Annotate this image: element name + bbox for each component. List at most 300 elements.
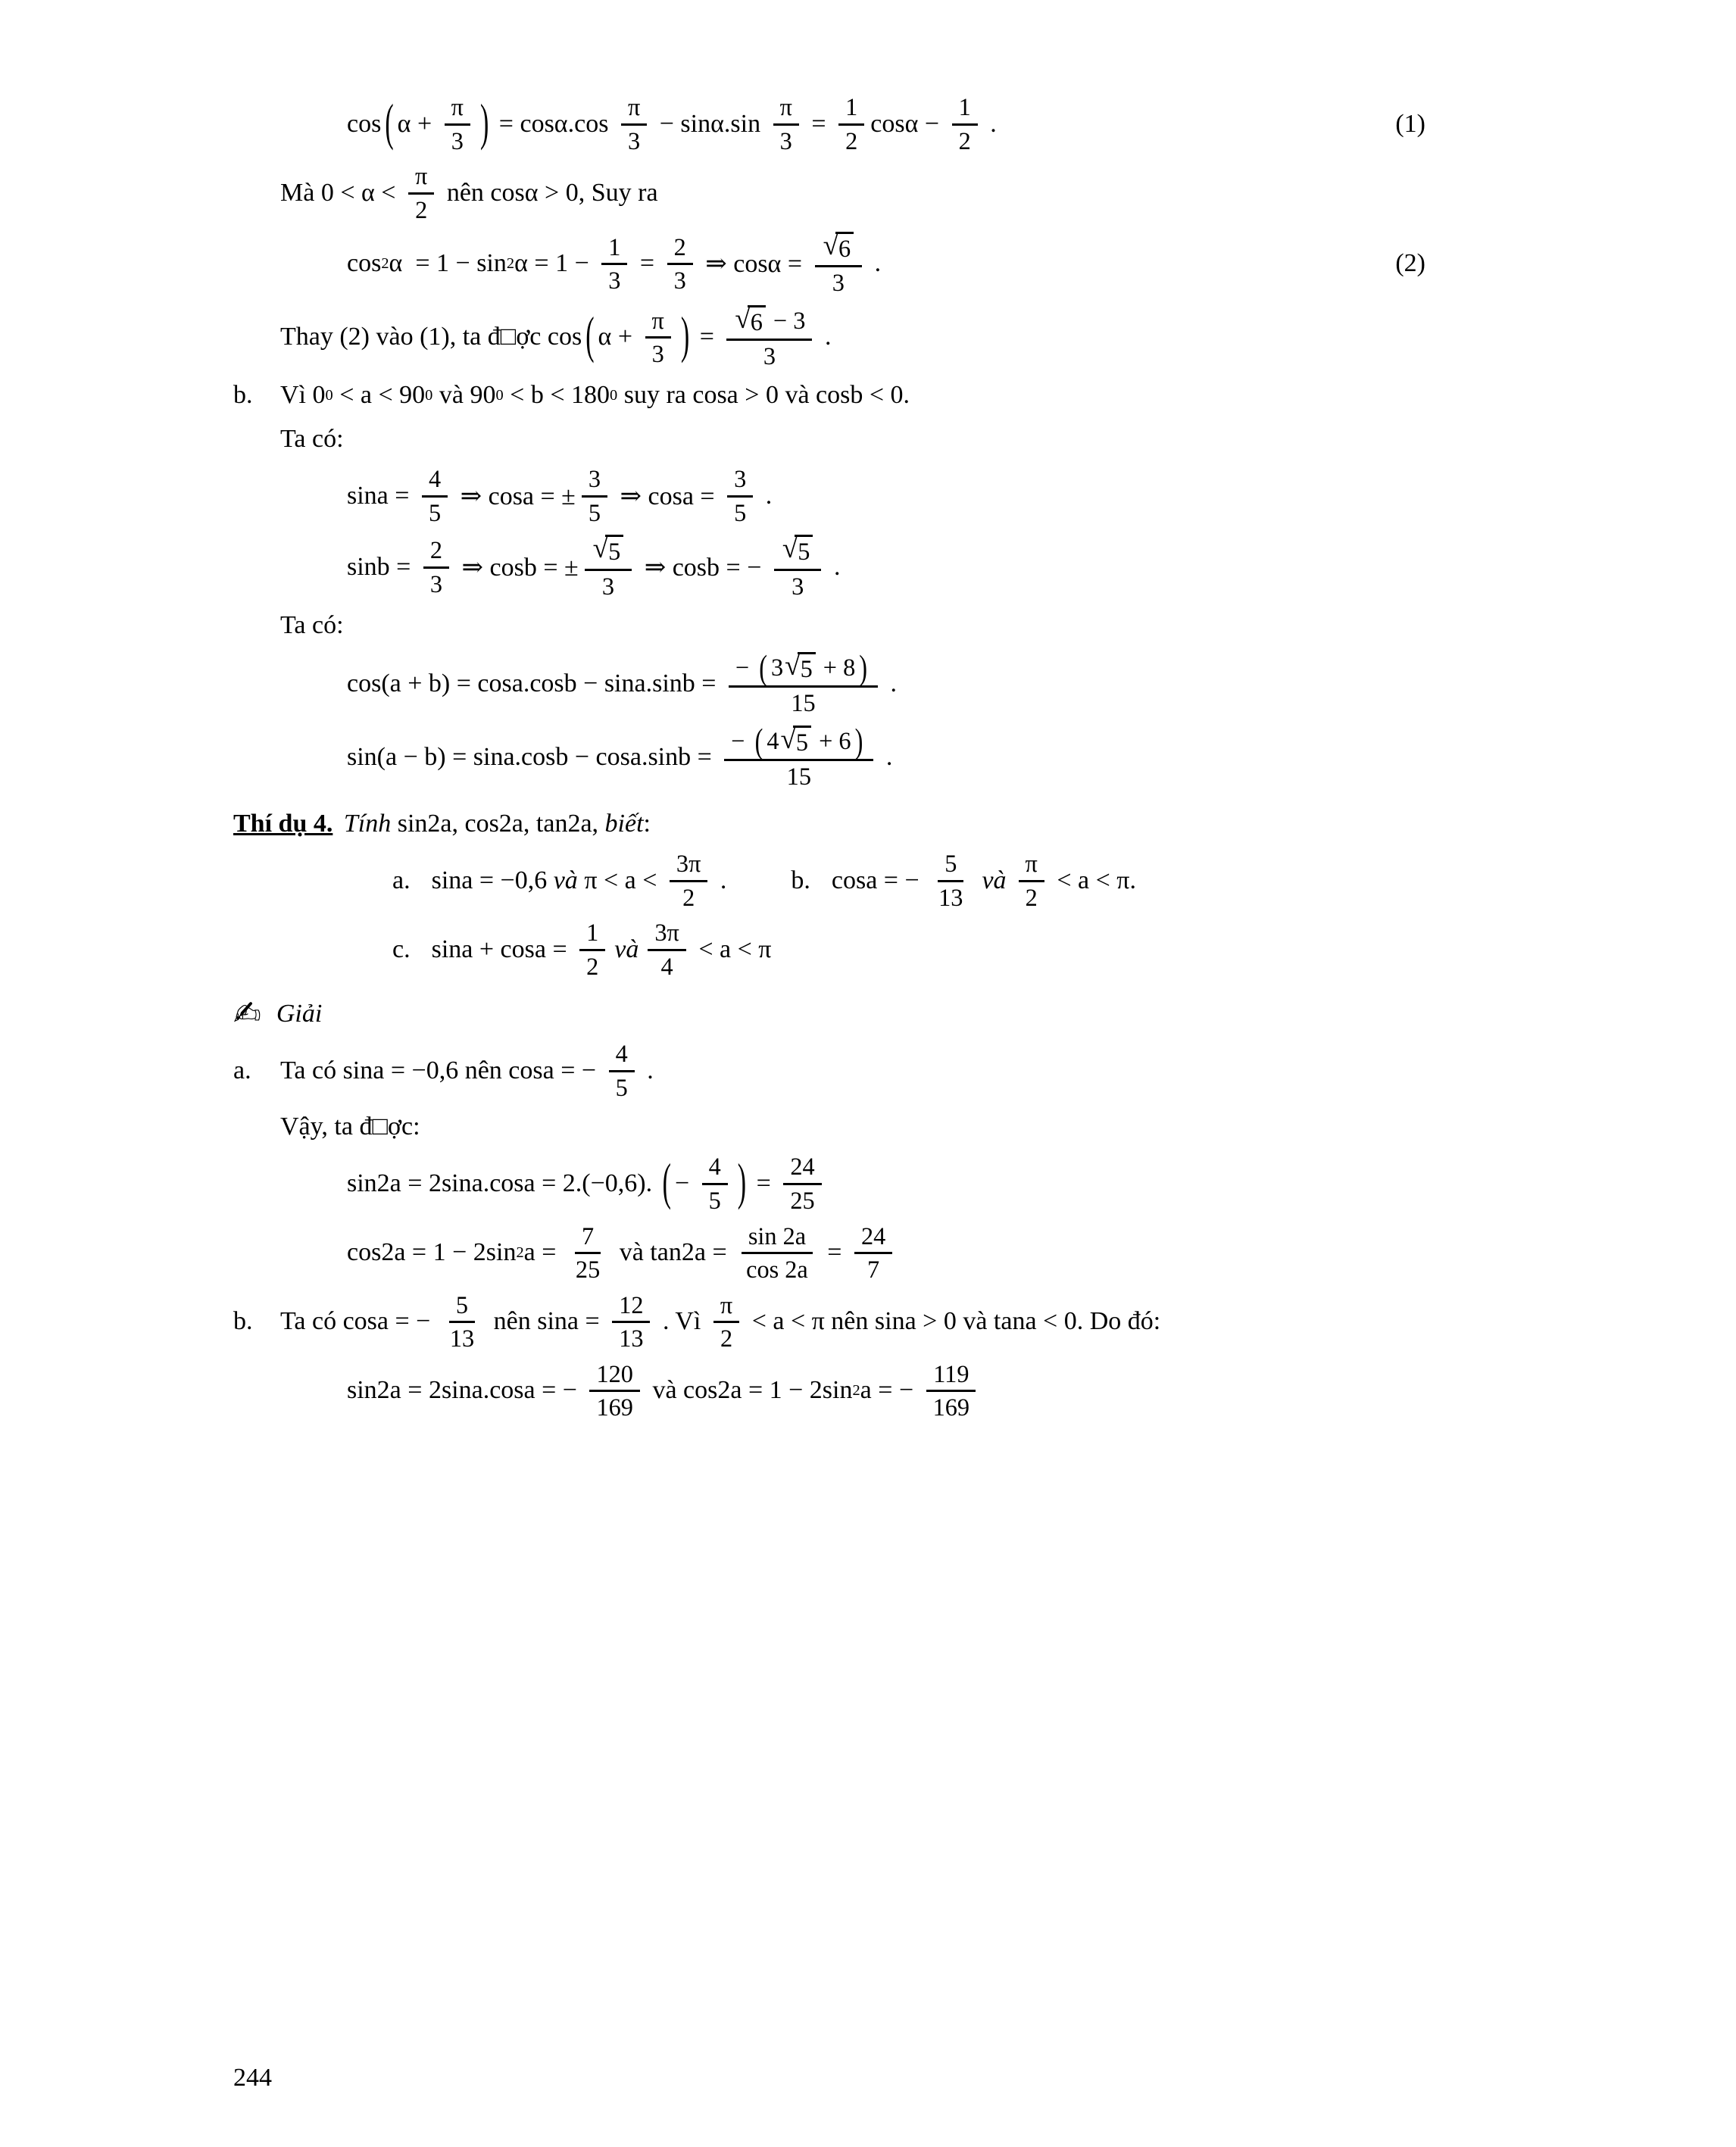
- text-run: < b < 180: [503, 381, 610, 410]
- line-content: [233, 465, 772, 526]
- line-content: sin2a = 2sina.cosa = − $\frac{120}{169}$ và cos2a = 1 − 2sin 2 a = − $\frac{119}{169}$: [233, 1360, 982, 1421]
- numerator: [445, 93, 470, 126]
- text-run: sin2a, cos2a, tan2a,: [391, 810, 605, 838]
- line-content: [280, 1040, 654, 1101]
- close-paren: ): [680, 308, 690, 365]
- fraction: [601, 233, 627, 295]
- line-td4-item-c: [233, 919, 1566, 980]
- text-run: 5: [944, 850, 957, 878]
- text-run: :: [643, 810, 651, 838]
- text-run: ⇒ cosa = ±: [454, 482, 576, 510]
- text-run: cosa = −: [831, 866, 926, 894]
- text-run: sinb =: [347, 552, 417, 581]
- text-run: 12: [619, 1290, 644, 1318]
- numerator: [612, 1291, 650, 1324]
- text-run: 3: [608, 267, 621, 295]
- italic-text: và: [982, 866, 1007, 894]
- numerator: [449, 1291, 475, 1324]
- paren-group: [767, 723, 851, 757]
- text-run: 2: [682, 883, 695, 911]
- fraction: [952, 93, 978, 154]
- fraction: [609, 1040, 635, 1101]
- page-content: [233, 89, 1566, 1425]
- denominator: [860, 1254, 886, 1284]
- italic-text: và: [614, 935, 639, 963]
- text-run: a = −: [860, 1376, 920, 1405]
- italic-text: Tính: [337, 810, 392, 838]
- radicand: [605, 535, 623, 566]
- numerator: [783, 1153, 821, 1185]
- item-a-solution: [233, 1040, 1566, 1101]
- eq-cos-alpha-plus-pi3: [233, 93, 1566, 154]
- numerator: [667, 233, 693, 266]
- text-run: + 8: [816, 653, 856, 681]
- text-run: và 90: [432, 381, 496, 410]
- radical-sign-icon: √: [782, 533, 798, 565]
- numerator: [729, 648, 878, 688]
- denominator: [773, 126, 799, 155]
- line-content: [276, 1000, 322, 1028]
- text-run: π: [1025, 850, 1038, 878]
- text-run: 3: [628, 126, 641, 154]
- numerator: [854, 1222, 892, 1255]
- item-b-intro: [233, 377, 1566, 413]
- text-run: sina = −0,6: [431, 866, 554, 894]
- denominator: [569, 1254, 607, 1284]
- line-content: [233, 611, 344, 640]
- fraction: [612, 1291, 650, 1353]
- text-run: 5: [708, 1186, 721, 1214]
- numerator: [773, 93, 799, 126]
- text-run: 25: [790, 1186, 815, 1214]
- line-content: cos 2 α = 1 − sin 2 α = 1 − $\frac{1}{3}$ = $\frac{2}{3}$ ⇒ cosα = √ 6 3 .: [347, 230, 882, 297]
- fraction: [579, 919, 605, 980]
- text-run: α = 1 − sin: [389, 249, 507, 278]
- text-run: và cos2a = 1 − 2sin: [645, 1376, 853, 1405]
- text-run: 4: [428, 465, 442, 493]
- denominator: [443, 1323, 481, 1353]
- text-run: 3: [763, 342, 776, 370]
- numerator: [742, 1222, 813, 1255]
- fraction: [445, 93, 470, 154]
- denominator: [784, 688, 822, 717]
- sqrt-radical: [735, 305, 766, 336]
- denominator: [589, 1392, 639, 1421]
- numerator: [621, 93, 647, 126]
- text-run: 3: [651, 340, 664, 368]
- text-run: 2: [1025, 883, 1038, 911]
- radical-sign-icon: √: [735, 303, 751, 335]
- numerator: [579, 919, 605, 951]
- denominator: [654, 951, 680, 981]
- line-thay-2-vao-1: [233, 304, 1566, 370]
- text-run: π: [651, 306, 664, 334]
- paren-group: [675, 1153, 734, 1214]
- fraction: [727, 465, 753, 526]
- text-run: Thay (2) vào (1), ta đ□ợc cos: [280, 323, 582, 351]
- line-content: cos2a = 1 − 2sin 2 a = $\frac{7}{25}$ và tan2a = $\frac{\sin 2a}{\cos 2a}$ = $\frac{24}{7}$: [233, 1222, 898, 1284]
- text-run: .: [759, 481, 773, 510]
- radical-sign-icon: √: [785, 651, 801, 682]
- fraction: [726, 304, 812, 370]
- fraction: [648, 919, 685, 980]
- text-run: Ta có cosa = −: [280, 1307, 437, 1336]
- open-paren: (: [759, 648, 768, 688]
- text-run: 3: [673, 267, 686, 295]
- text-run: sin(a − b) = sina.cosb − cosa.sinb =: [347, 743, 719, 772]
- fraction: [1019, 850, 1044, 911]
- fraction: [408, 162, 434, 223]
- line-content: [233, 304, 831, 370]
- text-run: 5: [615, 1073, 628, 1101]
- denominator: [926, 1392, 976, 1421]
- open-paren: (: [754, 720, 763, 761]
- text-run: c.: [392, 935, 411, 963]
- text-run: 5: [455, 1290, 469, 1318]
- denominator: [667, 265, 693, 295]
- line-content: [233, 534, 840, 600]
- fraction: [582, 465, 607, 526]
- close-paren: ): [479, 95, 489, 151]
- text-run: Ta có sina = −0,6 nên cosa = −: [280, 1056, 603, 1084]
- fraction: [713, 1291, 739, 1353]
- fraction: [443, 1291, 481, 1353]
- text-run: =: [693, 323, 721, 351]
- eq-sin2a-case-a: [233, 1153, 1566, 1214]
- line-content: Vì 0 0 < a < 90 0 và 90 0 < b < 180 0 suy ra cosa > 0 và cosb < 0.: [280, 381, 910, 410]
- text-run: 15: [791, 689, 816, 717]
- text-run: Ta có:: [280, 425, 344, 454]
- text-run: sin2a = 2sina.cosa = 2.(−0,6).: [347, 1169, 659, 1197]
- text-run: < a < 90: [333, 381, 426, 410]
- denominator: [826, 267, 851, 297]
- sqrt-radical: [823, 232, 854, 263]
- numerator: [589, 1360, 639, 1393]
- numerator: [648, 919, 685, 951]
- fraction: [739, 1222, 815, 1284]
- numerator: [926, 1360, 976, 1393]
- numerator: [815, 231, 863, 267]
- text-run: < a < π.: [1050, 866, 1136, 894]
- fraction: [724, 720, 873, 791]
- text-run: + 6: [813, 726, 851, 754]
- text-run: 25: [575, 1256, 601, 1284]
- text-run: 3: [734, 465, 747, 493]
- denominator: [612, 1323, 650, 1353]
- paren-group: [398, 93, 476, 154]
- text-run: 13: [449, 1325, 475, 1353]
- text-run: cos(a + b) = cosa.cosb − sina.sinb =: [347, 669, 723, 698]
- text-run: 5: [734, 498, 747, 526]
- text-run: −: [735, 653, 756, 681]
- denominator: [676, 882, 701, 912]
- text-run: 119: [933, 1359, 969, 1387]
- denominator: [423, 569, 449, 598]
- denominator: [739, 1254, 815, 1284]
- text-run: Mà 0 < α <: [280, 178, 402, 207]
- text-run: 24: [860, 1222, 886, 1250]
- denominator: [408, 195, 434, 224]
- radicand: [748, 305, 766, 336]
- eq-cos2-alpha: [233, 231, 1566, 297]
- equation-number: (1): [1395, 109, 1425, 138]
- page-number: 244: [233, 2064, 272, 2092]
- denominator: [609, 1072, 635, 1102]
- text-run: 169: [932, 1393, 970, 1421]
- text-run: 2: [673, 232, 686, 261]
- text-run: sina + cosa =: [431, 935, 574, 963]
- text-run: 2: [845, 126, 858, 154]
- numerator: [408, 162, 434, 195]
- text-run: 1: [845, 93, 858, 120]
- text-run: < a < π nên sina > 0 và tana < 0. Do đó:: [745, 1307, 1161, 1336]
- fraction: [423, 536, 449, 598]
- sqrt-radical: [780, 723, 812, 757]
- text-run: 169: [596, 1393, 633, 1421]
- paren-group: [598, 307, 677, 368]
- text-run: Vì 0: [280, 381, 326, 410]
- text-run: 4: [660, 952, 673, 980]
- numerator: [713, 1291, 739, 1324]
- text-run: .: [884, 669, 897, 698]
- line-content: [233, 850, 1136, 911]
- numerator: [670, 850, 707, 882]
- line-content: [233, 425, 344, 454]
- denominator: [932, 882, 969, 912]
- text-run: .: [827, 552, 841, 581]
- text-run: α = 1 −: [514, 249, 596, 278]
- text-run: ⇒ cosa =: [614, 482, 722, 510]
- page-footer: [233, 2064, 1566, 2092]
- numerator: [645, 307, 671, 339]
- text-run: suy ra cosa > 0 và cosb < 0.: [617, 381, 910, 410]
- text-run: 24: [790, 1153, 815, 1181]
- numerator: [423, 536, 449, 569]
- radicand: [793, 726, 811, 757]
- radical-sign-icon: √: [780, 723, 796, 755]
- text-run: 3π: [676, 850, 701, 878]
- text-run: 5: [588, 498, 601, 526]
- line-ta-co-1: [233, 421, 1566, 457]
- text-run: 4: [615, 1040, 628, 1068]
- text-run: .: [818, 323, 832, 351]
- numerator: [422, 465, 448, 498]
- text-run: . Vì: [656, 1307, 707, 1336]
- text-run: 6: [750, 307, 763, 335]
- text-run: sin2a = 2sina.cosa = −: [347, 1376, 584, 1405]
- fraction: [729, 648, 878, 717]
- text-run: =: [633, 249, 661, 278]
- open-paren: (: [662, 1154, 671, 1211]
- denominator: [582, 498, 607, 527]
- denominator: [838, 126, 864, 155]
- eq-cos2a-case-a: [233, 1222, 1566, 1284]
- text-run: α +: [598, 323, 639, 351]
- italic-text: biết: [604, 810, 644, 838]
- sqrt-radical: [593, 535, 624, 566]
- text-run: cos: [347, 109, 382, 138]
- line-content: [337, 810, 651, 838]
- sqrt-radical: [782, 535, 813, 566]
- text-run: π < a <: [577, 866, 663, 894]
- paren-group: [771, 652, 855, 683]
- numerator: [952, 93, 978, 126]
- text-run: cos2a = 1 − 2sin: [347, 1238, 517, 1267]
- text-run: 3: [451, 126, 464, 154]
- fraction: [773, 93, 799, 154]
- fraction: [854, 1222, 892, 1284]
- text-run: cos 2a: [746, 1256, 808, 1284]
- fraction: [569, 1222, 607, 1284]
- denominator: [727, 498, 753, 527]
- text-run: cosα −: [870, 109, 946, 138]
- close-paren: ): [854, 720, 863, 761]
- text-run: sina =: [347, 481, 416, 510]
- denominator: [1019, 882, 1044, 912]
- text-run: =: [750, 1169, 778, 1197]
- open-paren: (: [585, 308, 595, 365]
- fraction: [422, 465, 448, 526]
- denominator: [422, 498, 448, 527]
- line-td4-items-a-b: [233, 850, 1566, 911]
- text-run: 3: [429, 570, 443, 598]
- fraction: [670, 850, 707, 911]
- text-run: −: [674, 1169, 696, 1197]
- text-run: π: [415, 162, 428, 190]
- line-content: [233, 1153, 828, 1214]
- denominator: [595, 571, 621, 601]
- fraction: [667, 233, 693, 295]
- item-b-solution: [233, 1291, 1566, 1353]
- eq-sin2a-case-b: [233, 1360, 1566, 1421]
- eq-sinb: [233, 534, 1566, 600]
- denominator: [579, 951, 605, 981]
- text-run: π: [720, 1290, 733, 1318]
- text-run: 4: [767, 726, 779, 754]
- numerator: [575, 1222, 601, 1255]
- text-run: ⇒ cosα =: [698, 250, 809, 279]
- text-run: 5: [428, 498, 442, 526]
- numerator: [838, 93, 864, 126]
- denominator: [757, 341, 782, 370]
- eq-cos-a-plus-b: [233, 648, 1566, 717]
- text-run: π: [627, 93, 641, 120]
- eq-sin-a-minus-b: [233, 720, 1566, 791]
- line-vay-ta-duoc: [233, 1109, 1566, 1145]
- fraction: [589, 1360, 639, 1421]
- equation-number: (2): [1395, 249, 1425, 278]
- text-run: − sinα.sin: [653, 109, 767, 138]
- text-run: .: [713, 866, 727, 894]
- text-run: 1: [608, 232, 621, 261]
- numerator: [585, 534, 632, 570]
- text-run: ⇒ cosb = −: [638, 553, 768, 582]
- numerator: [601, 233, 627, 266]
- heading-thi-du-4: [233, 806, 1566, 842]
- text-run: nên cosα > 0, Suy ra: [440, 178, 658, 207]
- fraction: [838, 93, 864, 154]
- line-content: [233, 1113, 420, 1141]
- text-run: b.: [791, 866, 810, 894]
- sqrt-radical: [785, 652, 816, 683]
- example-heading: Thí dụ 4.: [233, 810, 333, 838]
- radical-sign-icon: √: [592, 533, 609, 565]
- close-paren: ): [737, 1154, 747, 1211]
- text-run: 5: [798, 538, 810, 566]
- radical-sign-icon: √: [823, 230, 838, 262]
- fraction: [621, 93, 647, 154]
- line-ma-nen-cos: [233, 162, 1566, 223]
- denominator: [621, 126, 647, 155]
- text-run: .: [640, 1056, 654, 1084]
- text-run: 13: [619, 1325, 644, 1353]
- numerator: [724, 720, 873, 761]
- list-marker: b.: [233, 1307, 253, 1336]
- text-run: −: [731, 726, 751, 754]
- text-run: 3: [792, 572, 804, 600]
- line-content: [233, 648, 897, 717]
- text-run: Ta có:: [280, 611, 344, 640]
- line-content: [233, 93, 997, 154]
- text-run: 15: [786, 762, 811, 790]
- denominator: [713, 1323, 739, 1353]
- text-run: 5: [800, 655, 813, 683]
- text-run: 1: [586, 919, 599, 947]
- list-marker: a.: [233, 1056, 251, 1084]
- text-run: 1: [958, 93, 971, 120]
- numerator: [938, 850, 963, 882]
- fraction: [645, 307, 671, 368]
- text-run: a.: [392, 866, 411, 894]
- text-run: ⇒ cosb = ±: [455, 553, 579, 582]
- text-run: .: [868, 249, 882, 278]
- fraction: [815, 231, 863, 297]
- text-run: 3: [832, 269, 845, 297]
- text-run: 5: [608, 538, 621, 566]
- fraction: [932, 850, 969, 911]
- line-ta-co-2: [233, 607, 1566, 644]
- fraction: [774, 534, 822, 600]
- text-run: 120: [596, 1359, 633, 1387]
- denominator: [645, 339, 671, 368]
- text-run: và tan2a =: [613, 1238, 734, 1267]
- text-run: = cosα.cos: [492, 109, 615, 138]
- text-run: 2: [415, 195, 428, 223]
- text-run: =: [804, 109, 833, 138]
- text-run: 3π: [654, 919, 679, 947]
- line-content: [233, 919, 771, 980]
- text-run: < a < π: [692, 935, 772, 963]
- text-run: 3: [779, 126, 792, 154]
- fraction: [783, 1153, 821, 1214]
- text-run: =: [820, 1238, 848, 1267]
- text-run: 3: [601, 572, 615, 600]
- text-run: π: [451, 93, 464, 120]
- text-run: sin 2a: [748, 1222, 807, 1250]
- numerator: [1019, 850, 1044, 882]
- fraction: [926, 1360, 976, 1421]
- numerator: [726, 304, 812, 341]
- text-run: − 3: [767, 306, 806, 334]
- text-run: a =: [523, 1238, 563, 1267]
- denominator: [445, 126, 470, 155]
- denominator: [785, 571, 810, 601]
- radicand: [798, 652, 816, 683]
- open-paren: (: [385, 95, 394, 151]
- line-giai: [233, 996, 1566, 1032]
- text-run: 2: [429, 536, 443, 564]
- numerator: [582, 465, 607, 498]
